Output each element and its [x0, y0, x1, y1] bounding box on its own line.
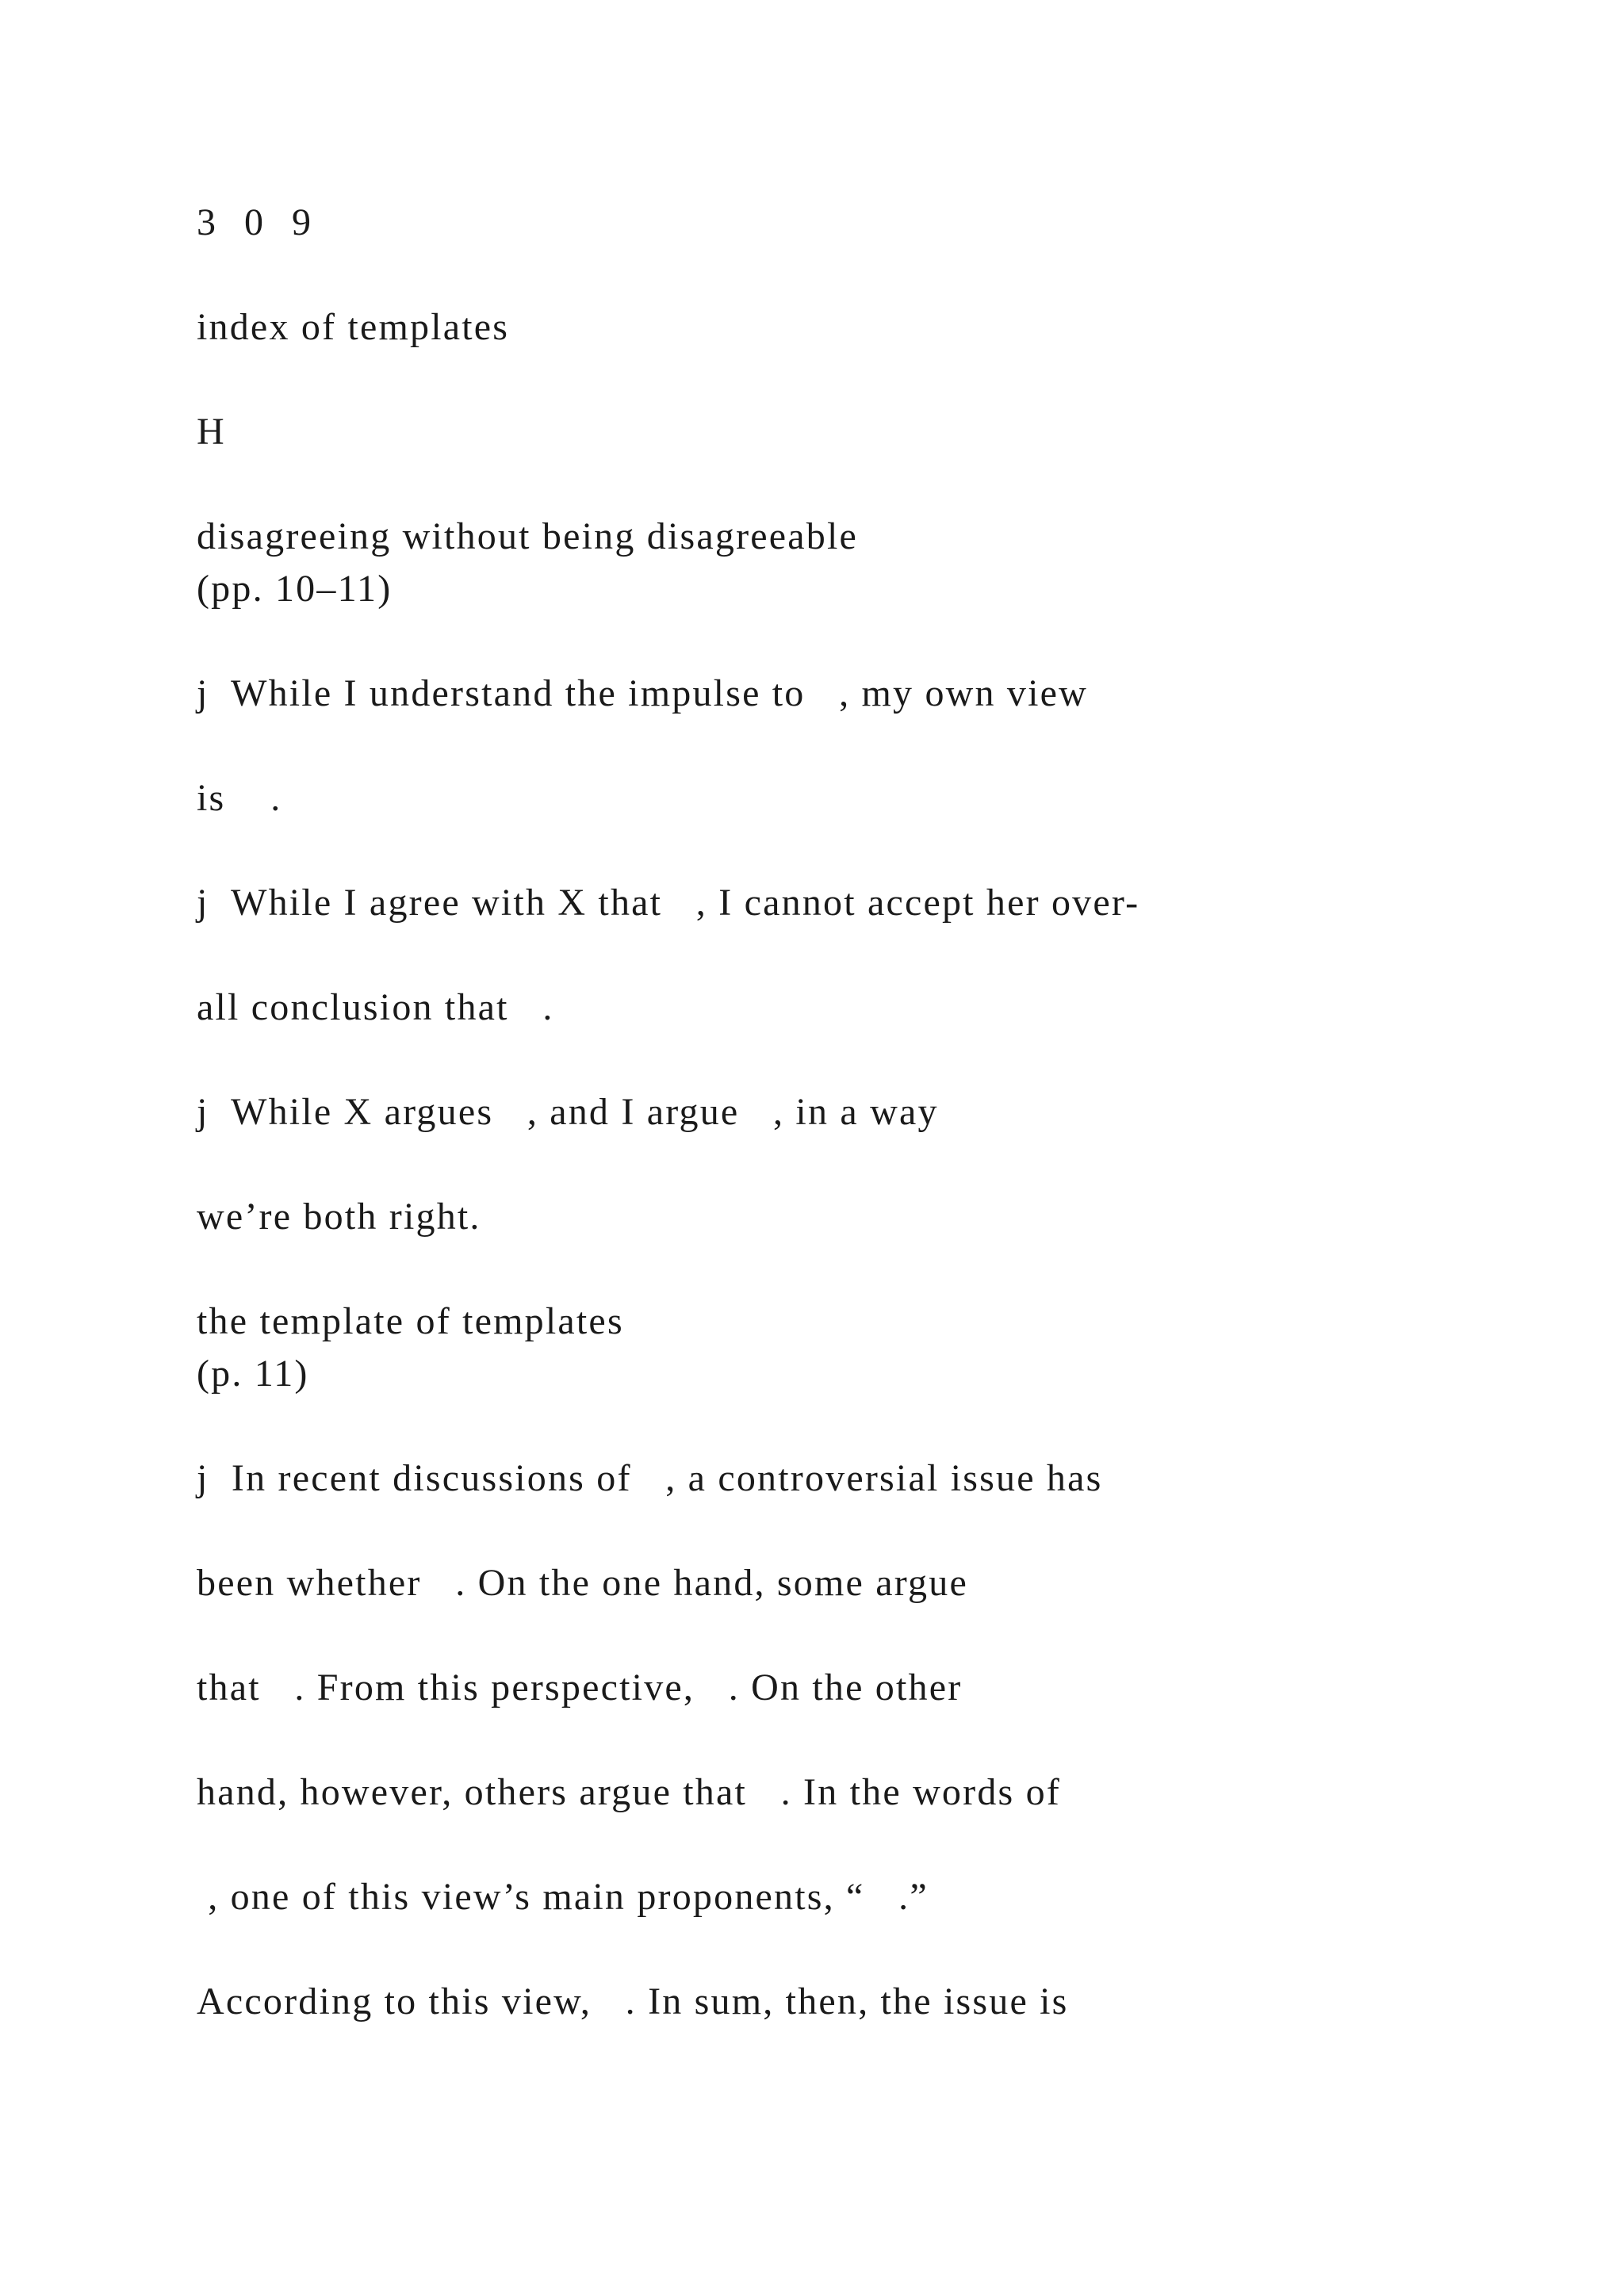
page-number: 3 0 9: [197, 201, 320, 243]
template-line: we’re both right.: [197, 1196, 481, 1238]
template-line: According to this view, . In sum, then, the issue is: [197, 1980, 1069, 2022]
template-line: been whether . On the one hand, some argue: [197, 1562, 968, 1604]
section-pages: (p. 11): [197, 1353, 309, 1395]
running-title: index of templates: [197, 306, 510, 348]
section-pages: (pp. 10–11): [197, 568, 393, 610]
template-line: j While I agree with X that , I cannot accept her over-: [197, 882, 1140, 924]
template-line: , one of this view’s main proponents, “ .”: [197, 1876, 929, 1918]
template-line: hand, however, others argue that . In the words of: [197, 1771, 1061, 1813]
section-heading: the template of templates: [197, 1300, 624, 1342]
template-line: all conclusion that .: [197, 986, 554, 1028]
template-line: j While X argues , and I argue , in a way: [197, 1091, 939, 1133]
template-line: j While I understand the impulse to , my own view: [197, 672, 1089, 714]
template-line: that . From this perspective, . On the other: [197, 1667, 963, 1709]
template-line: is .: [197, 777, 282, 819]
section-letter: H: [197, 411, 226, 453]
template-line: j In recent discussions of , a controversial issue has: [197, 1457, 1103, 1499]
section-heading: disagreeing without being disagreeable: [197, 515, 859, 557]
